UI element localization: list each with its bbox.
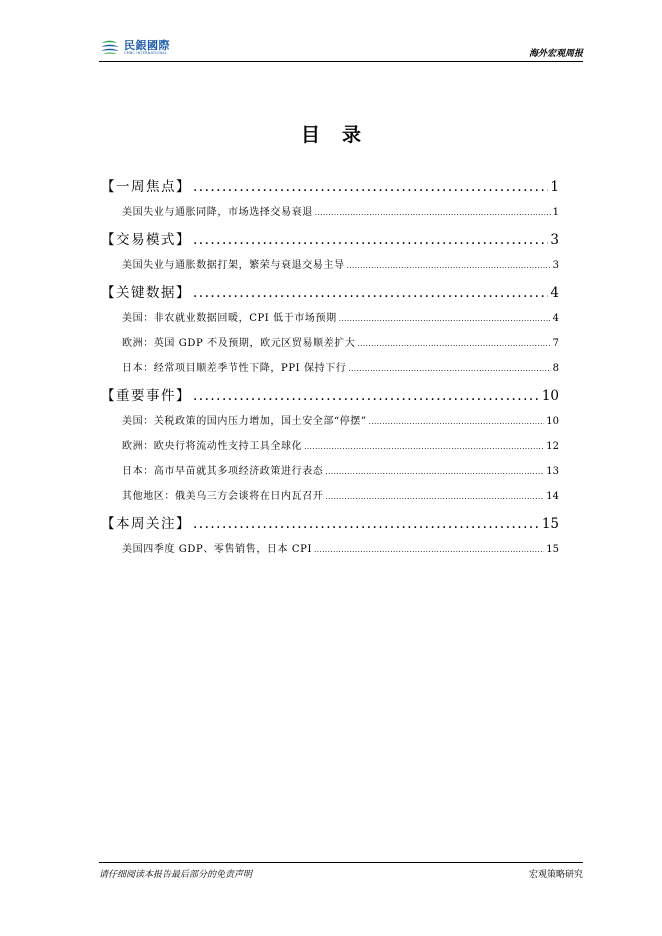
toc-page-number: 10 bbox=[541, 388, 559, 404]
toc-entry-label: 欧洲：英国 GDP 不及预期，欧元区贸易顺差扩大 bbox=[122, 338, 356, 349]
toc-subsection-entry[interactable] bbox=[101, 484, 559, 509]
toc-page-number: 1 bbox=[550, 179, 559, 195]
toc-subsection-entry[interactable] bbox=[101, 306, 559, 331]
toc-dot-leader bbox=[315, 201, 551, 226]
toc-dot-leader bbox=[348, 357, 550, 382]
toc-dot-leader bbox=[314, 538, 544, 563]
footer-disclaimer: 请仔细阅读本报告最后部分的免责声明 bbox=[99, 870, 253, 880]
toc-dot-leader bbox=[193, 280, 548, 306]
toc-page-number: 4 bbox=[552, 313, 559, 324]
report-name: 海外宏观周报 bbox=[528, 49, 583, 59]
toc-entry-label: 美国：关税政策的国内压力增加，国土安全部“停摆” bbox=[122, 416, 367, 427]
toc-dot-leader bbox=[325, 485, 544, 510]
toc-entry-label: 美国失业与通胀数据打架，繁荣与衰退交易主导 bbox=[122, 260, 345, 271]
footer-divider bbox=[99, 862, 583, 863]
toc-entry-label: 其他地区：俄美乌三方会谈将在日内瓦召开 bbox=[122, 491, 324, 502]
toc-dot-leader bbox=[339, 307, 551, 332]
toc-entry-label: 欧洲：欧央行将流动性支持工具全球化 bbox=[122, 441, 303, 452]
toc-dot-leader bbox=[193, 383, 540, 409]
company-logo bbox=[99, 38, 170, 58]
toc-entry-label: 日本：经常项目顺差季节性下降，PPI 保持下行 bbox=[122, 363, 347, 374]
toc-dot-leader bbox=[325, 460, 544, 485]
toc-entry-label: 日本：高市早苗就其多项经济政策进行表态 bbox=[122, 466, 324, 477]
toc-subsection-entry[interactable] bbox=[101, 200, 559, 225]
toc-subsection-entry[interactable] bbox=[101, 356, 559, 381]
toc-page-number: 15 bbox=[541, 516, 559, 532]
toc-page-number: 8 bbox=[552, 363, 559, 374]
toc-dot-leader bbox=[369, 410, 545, 435]
toc-entry-label: 【重要事件】 bbox=[101, 388, 191, 404]
toc-dot-leader bbox=[347, 254, 551, 279]
toc-subsection-entry[interactable] bbox=[101, 459, 559, 484]
toc-entry-label: 美国四季度 GDP、零售销售，日本 CPI bbox=[122, 544, 313, 555]
toc-entry-label: 美国失业与通胀同降，市场选择交易衰退 bbox=[122, 207, 313, 218]
logo-english-text: CMBC INTERNATIONAL bbox=[124, 51, 168, 56]
toc-page-number: 10 bbox=[546, 416, 559, 427]
toc-section-entry[interactable] bbox=[101, 383, 559, 409]
toc-section-entry[interactable] bbox=[101, 511, 559, 537]
header-divider bbox=[99, 61, 583, 62]
toc-subsection-entry[interactable] bbox=[101, 253, 559, 278]
toc-dot-leader bbox=[358, 332, 551, 357]
toc-entry-label: 【关键数据】 bbox=[101, 285, 191, 301]
toc-page-number: 3 bbox=[550, 232, 559, 248]
toc-entry-label: 【交易模式】 bbox=[101, 232, 191, 248]
toc-subsection-entry[interactable] bbox=[101, 537, 559, 562]
toc-subsection-entry[interactable] bbox=[101, 409, 559, 434]
logo-chinese-text: 民銀國際 bbox=[124, 39, 170, 53]
toc-dot-leader bbox=[193, 174, 548, 200]
toc-page-number: 1 bbox=[552, 207, 559, 218]
toc-section-entry[interactable] bbox=[101, 227, 559, 253]
toc-entry-label: 【一周焦点】 bbox=[101, 179, 191, 195]
toc-page-number: 14 bbox=[546, 491, 559, 502]
page-header bbox=[99, 38, 583, 62]
footer-department: 宏观策略研究 bbox=[528, 870, 583, 880]
toc-section-entry[interactable] bbox=[101, 280, 559, 306]
toc-section-entry[interactable] bbox=[101, 174, 559, 200]
toc-subsection-entry[interactable] bbox=[101, 434, 559, 459]
toc-dot-leader bbox=[193, 511, 540, 537]
toc-dot-leader bbox=[193, 227, 548, 253]
toc-subsection-entry[interactable] bbox=[101, 331, 559, 356]
toc-page-number: 15 bbox=[546, 544, 559, 555]
toc-page-number: 12 bbox=[546, 441, 559, 452]
toc-entry-label: 美国：非农就业数据回暖，CPI 低于市场预期 bbox=[122, 313, 337, 324]
logo-mark-icon bbox=[99, 39, 121, 57]
toc-entry-label: 【本周关注】 bbox=[101, 516, 191, 532]
toc-page-number: 3 bbox=[552, 260, 559, 271]
table-of-contents bbox=[101, 172, 559, 562]
page-title: 目录 bbox=[300, 124, 383, 146]
toc-page-number: 7 bbox=[552, 338, 559, 349]
toc-page-number: 13 bbox=[546, 466, 559, 477]
toc-dot-leader bbox=[304, 435, 544, 460]
toc-page-number: 4 bbox=[550, 285, 559, 301]
